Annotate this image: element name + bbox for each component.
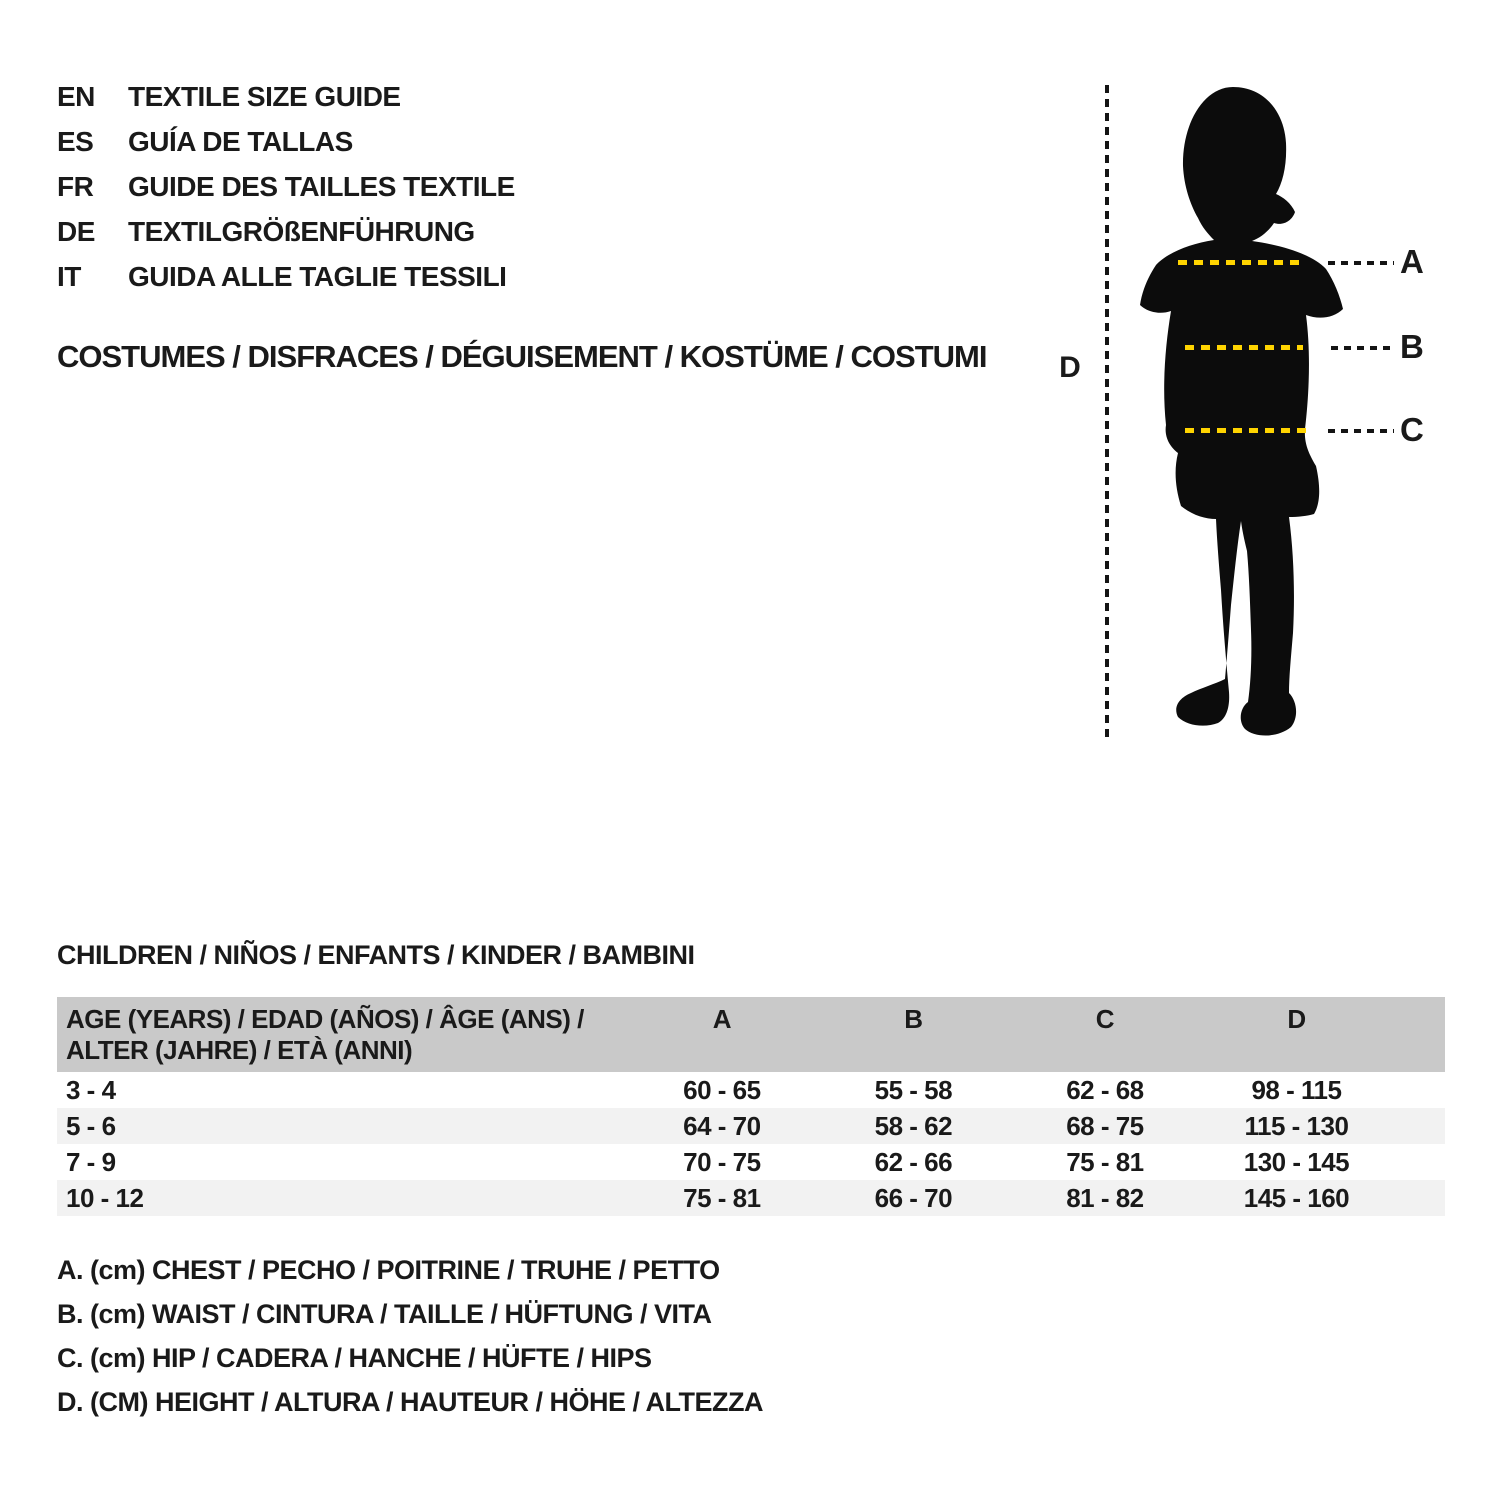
lang-code: IT [57, 260, 81, 292]
spacer-cell [1392, 1180, 1445, 1216]
lang-row-fr [57, 164, 515, 209]
category-title: COSTUMES / DISFRACES / DÉGUISEMENT / KOSTÜME / COSTUMI [57, 339, 987, 374]
header-spacer-cell [1392, 997, 1445, 1072]
lang-row-es [57, 119, 515, 164]
measure-label-a: A [1400, 243, 1424, 280]
lang-title: GUÍA DE TALLAS [128, 125, 353, 157]
measure-label-d: D [1059, 351, 1081, 384]
column-header-c: C [1009, 997, 1201, 1072]
lang-row-en [57, 74, 515, 119]
chest-leader-line [1328, 261, 1394, 265]
section-title-children: CHILDREN / NIÑOS / ENFANTS / KINDER / BAMBINI [57, 940, 695, 970]
legend-item-chest: A. (cm) CHEST / PECHO / POITRINE / TRUHE / PETTO [57, 1255, 720, 1285]
hip-leader-line [1328, 429, 1394, 433]
table-row [57, 1144, 1445, 1180]
hip-cell: 75 - 81 [1066, 1146, 1144, 1177]
waist-leader-line [1331, 346, 1394, 350]
measurement-legend [57, 1248, 763, 1424]
waist-cell: 55 - 58 [874, 1074, 953, 1105]
hip-cell: 68 - 75 [1066, 1110, 1144, 1141]
spacer-cell [1392, 1072, 1445, 1108]
waist-cell: 66 - 70 [874, 1182, 953, 1213]
age-cell: 7 - 9 [66, 1146, 116, 1177]
chest-cell: 64 - 70 [683, 1110, 761, 1141]
lang-row-it [57, 254, 515, 299]
table-header-row [57, 997, 1445, 1072]
height-dotted-line [1105, 85, 1109, 741]
height-cell: 98 - 115 [1251, 1074, 1342, 1105]
lang-code: DE [57, 215, 95, 247]
size-table [57, 997, 1445, 1216]
chest-measure-line [1178, 260, 1306, 265]
chest-cell: 75 - 81 [683, 1182, 761, 1213]
waist-cell: 58 - 62 [874, 1110, 953, 1141]
hip-measure-line [1185, 428, 1307, 433]
table-row [57, 1072, 1445, 1108]
size-table-body [57, 1072, 1445, 1216]
age-cell: 10 - 12 [66, 1182, 144, 1213]
chest-cell: 60 - 65 [683, 1074, 761, 1105]
height-cell: 145 - 160 [1243, 1182, 1350, 1213]
measure-label-c: C [1400, 411, 1424, 448]
child-silhouette-path [1140, 87, 1343, 736]
lang-title: TEXTILGRÖßENFÜHRUNG [128, 215, 475, 247]
age-header-line2: ALTER (JAHRE) / ETÀ (ANNI) [66, 1035, 413, 1065]
height-cell: 115 - 130 [1244, 1110, 1349, 1141]
lang-title: GUIDE DES TAILLES TEXTILE [128, 170, 515, 202]
legend-item-waist: B. (cm) WAIST / CINTURA / TAILLE / HÜFTUNG / VITA [57, 1299, 712, 1329]
age-cell: 3 - 4 [66, 1074, 116, 1105]
child-silhouette [1137, 85, 1347, 740]
lang-code: EN [57, 80, 95, 112]
legend-item-height: D. (CM) HEIGHT / ALTURA / HAUTEUR / HÖHE / ALTEZZA [57, 1387, 763, 1417]
age-column-header [57, 997, 626, 1072]
hip-cell: 62 - 68 [1066, 1074, 1144, 1105]
language-title-block [57, 74, 515, 299]
lang-code: FR [57, 170, 94, 202]
column-header-b: B [818, 997, 1010, 1072]
hip-cell: 81 - 82 [1066, 1182, 1144, 1213]
chest-cell: 70 - 75 [683, 1146, 761, 1177]
spacer-cell [1392, 1144, 1445, 1180]
table-row [57, 1180, 1445, 1216]
legend-item-hip: C. (cm) HIP / CADERA / HANCHE / HÜFTE / HIPS [57, 1343, 652, 1373]
column-header-a: A [626, 997, 818, 1072]
table-row [57, 1108, 1445, 1144]
height-cell: 130 - 145 [1243, 1146, 1350, 1177]
lang-row-de [57, 209, 515, 254]
waist-cell: 62 - 66 [874, 1146, 953, 1177]
age-cell: 5 - 6 [66, 1110, 116, 1141]
spacer-cell [1392, 1108, 1445, 1144]
column-header-d: D [1201, 997, 1393, 1072]
lang-code: ES [57, 125, 94, 157]
waist-measure-line [1185, 345, 1303, 350]
lang-title: TEXTILE SIZE GUIDE [128, 80, 401, 112]
age-header-line1: AGE (YEARS) / EDAD (AÑOS) / ÂGE (ANS) / [66, 1004, 584, 1034]
lang-title: GUIDA ALLE TAGLIE TESSILI [128, 260, 507, 292]
measurement-figure [1040, 60, 1485, 765]
size-table-header [57, 997, 1445, 1072]
measure-label-b: B [1400, 328, 1424, 365]
